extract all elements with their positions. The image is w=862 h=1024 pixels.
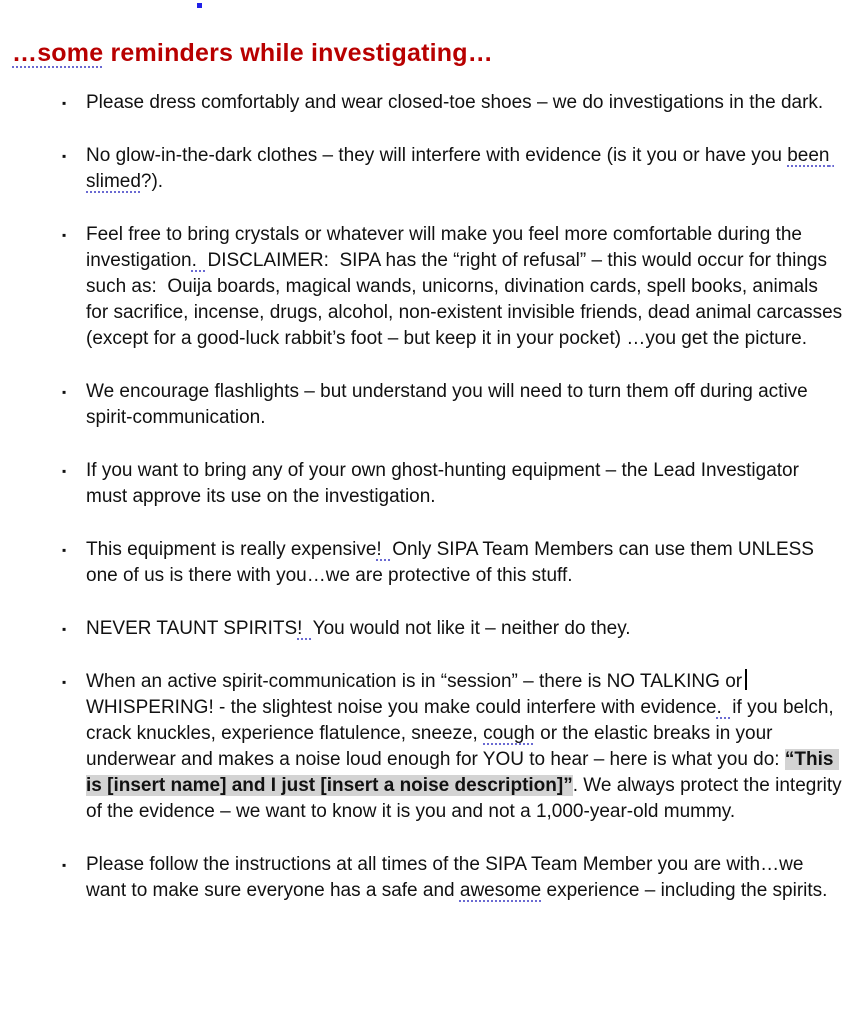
bullet-text	[86, 458, 844, 510]
bullet-text	[86, 379, 844, 431]
text-run: If you want to bring any of your own ghost-hunting equipment – the Lead Investigator must approve its use on the investigation.	[86, 460, 805, 507]
bullet-square-icon: ▪	[62, 96, 67, 110]
bullet-square-icon: ▪	[62, 858, 67, 872]
spellcheck-underlined-text: .	[191, 250, 208, 271]
bullet-square-icon: ▪	[62, 149, 67, 163]
list-item	[62, 222, 862, 352]
bullet-square-icon: ▪	[62, 543, 67, 557]
list-item	[62, 616, 862, 642]
highlighted-phrase: “This is [insert name] and I just [insert a noise description]”	[86, 749, 839, 796]
text-run: if you belch, crack knuckles, experience flatulence, sneeze,	[86, 697, 839, 744]
text-run: When an active spirit-communication is in “session” – there is NO TALKING or	[86, 671, 743, 692]
spellcheck-underlined-text: awesome	[459, 880, 542, 901]
spellcheck-underlined-text: been slimed	[86, 145, 835, 192]
text-run: NEVER TAUNT SPIRITS	[86, 618, 298, 639]
text-run: ?).	[140, 171, 164, 192]
text-run: This equipment is really expensive	[86, 539, 377, 560]
list-item	[62, 852, 862, 904]
bullet-text	[86, 669, 847, 825]
bullet-square-icon: ▪	[62, 675, 67, 689]
text-run: Please dress comfortably and wear closed-toe shoes – we do investigations in the dark.	[86, 92, 824, 113]
text-run: We encourage flashlights – but understand you will need to turn them off during active spirit-communication.	[86, 381, 814, 428]
text-run: reminders while investigating…	[103, 39, 493, 67]
bullet-text	[86, 143, 844, 195]
bullet-text	[86, 537, 844, 589]
spellcheck-underlined-text: cough	[483, 723, 535, 744]
bullet-text	[86, 90, 844, 116]
text-run: You would not like it – neither do they.	[312, 618, 631, 639]
spellcheck-underlined-text: !	[376, 539, 393, 560]
text-run: Feel free to bring crystals or whatever will make you feel more comfortable during the investigation	[86, 224, 808, 271]
page-title	[0, 36, 862, 70]
spellcheck-underlined-text: .	[716, 697, 733, 718]
text-run: WHISPERING! - the slightest noise you make could interfere with evidence	[86, 671, 753, 718]
list-item	[62, 143, 862, 195]
text-run: Please follow the instructions at all times of the SIPA Team Member you are with…we want to make sure everyone has a safe and	[86, 854, 809, 901]
spellcheck-underlined-text: …some	[12, 39, 104, 67]
list-item	[62, 458, 862, 510]
bullet-list	[0, 90, 862, 904]
text-run: or the elastic breaks in your underwear and makes a noise loud enough for YOU to hear – here is what you do:	[86, 723, 785, 770]
text-run: experience – including the spirits.	[541, 880, 828, 901]
bullet-square-icon: ▪	[62, 385, 67, 399]
spellcheck-underlined-text: !	[297, 618, 313, 639]
text-run: Only SIPA Team Members can use them UNLESS one of us is there with you…we are protective of this stuff.	[86, 539, 820, 586]
stray-blue-mark	[197, 3, 202, 8]
bullet-square-icon: ▪	[62, 622, 67, 636]
text-run: DISCLAIMER: SIPA has the “right of refusal” – this would occur for things such as: Ouija boards, magical wands, unicorns, divination cards, spell books, animals for sacrifice, incense, drugs, alcohol, non-existent invisible friends, dead animal carcasses (except for a good-luck rabbit’s foot – but keep it in your pocket) …you get the picture.	[86, 250, 848, 349]
text-run: No glow-in-the-dark clothes – they will interfere with evidence (is it you or have you	[86, 145, 788, 166]
bullet-text	[86, 852, 844, 904]
bullet-text	[86, 616, 844, 642]
bullet-text	[86, 222, 848, 352]
text-run: . We always protect the integrity of the evidence – we want to know it is you and not a 1,000-year-old mummy.	[86, 775, 847, 822]
list-item	[62, 90, 862, 116]
list-item	[62, 669, 862, 825]
bullet-square-icon: ▪	[62, 228, 67, 242]
bullet-square-icon: ▪	[62, 464, 67, 478]
list-item	[62, 537, 862, 589]
list-item	[62, 379, 862, 431]
